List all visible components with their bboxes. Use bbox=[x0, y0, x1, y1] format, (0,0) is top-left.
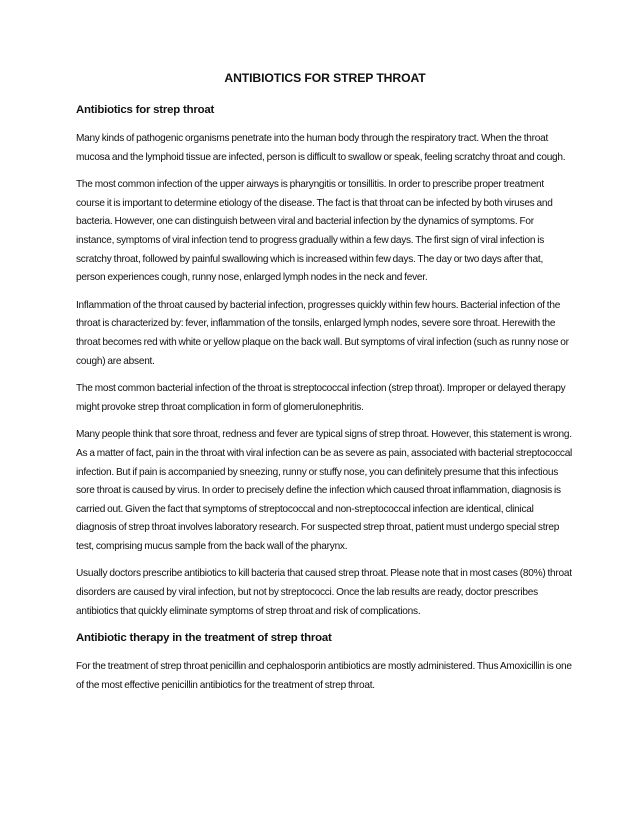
paragraph-diagnosis: Many people think that sore throat, redness and fever are typical signs of strep throat. However, this statement is wrong. As a matter of fact, pain in the throat with viral infection can be as severe as pain, associated with bacterial streptococcal infection. But if pain is accompanied by sneezing, runny or stuffy nose, you can definitely presume that this infectious sore throat is caused by virus. In order to precisely define the infection which caused throat inflammation, diagnosis is carried out. Given the fact that symptoms of streptococcal and non-streptococcal infection are identical, clinical diagnosis of strep throat involves laboratory research. For suspected strep throat, patient must undergo special strep test, comprising mucus sample from the back wall of the pharynx. bbox=[76, 429, 573, 552]
paragraph-bacterial-inflammation: Inflammation of the throat caused by bacterial infection, progresses quickly within few hours. Bacterial infection of the throat is characterized by: fever, inflammation of the tonsils, enlarged lymph nodes, severe sore throat. Herewith the throat becomes red with white or yellow plaque on the back wall. But symptoms of viral infection (such as runny nose or cough) are absent. bbox=[76, 299, 569, 367]
paragraph-upper-airways: The most common infection of the upper airways is pharyngitis or tonsillitis. In order to prescribe proper treatment course it is important to determine etiology of the disease. The fact is that throat can be infected by both viruses and bacteria. However, one can distinguish between viral and bacterial infection by the dynamics of symptoms. For instance, symptoms of viral infection tend to progress gradually within a few days. The first sign of viral infection is scratchy throat, followed by painful swallowing which is increased within few days. The day or two days after that, person experiences cough, runny nose, enlarged lymph nodes in the neck and fever. bbox=[76, 179, 553, 284]
document-title: ANTIBIOTICS FOR STREP THROAT bbox=[224, 71, 426, 85]
section-heading-antibiotic-therapy: Antibiotic therapy in the treatment of strep throat bbox=[76, 632, 332, 645]
document-page bbox=[76, 70, 574, 704]
paragraph-streptococcal-infection: The most common bacterial infection of the throat is streptococcal infection (strep throat). Improper or delayed therapy might provoke strep throat complication in form of glomerulonephritis. bbox=[76, 383, 566, 413]
paragraph-penicillin: For the treatment of strep throat penicillin and cephalosporin antibiotics are mostly administered. Thus Amoxicillin is one of the most effective penicillin antibiotics for the treatment of strep throat. bbox=[76, 661, 572, 691]
paragraph-doctors-prescribe: Usually doctors prescribe antibiotics to kill bacteria that caused strep throat. Please note that in most cases (80%) throat disorders are caused by viral infection, but not by streptococci. Once the lab results are ready, doctor prescribes antibiotics that quickly eliminate symptoms of strep throat and risk of complications. bbox=[76, 568, 572, 617]
paragraph-pathogens: Many kinds of pathogenic organisms penetrate into the human body through the respiratory tract. When the throat mucosa and the lymphoid tissue are infected, person is difficult to swallow or speak, feeling scratchy throat and cough. bbox=[76, 133, 566, 163]
section-heading-antibiotics: Antibiotics for strep throat bbox=[76, 104, 215, 116]
